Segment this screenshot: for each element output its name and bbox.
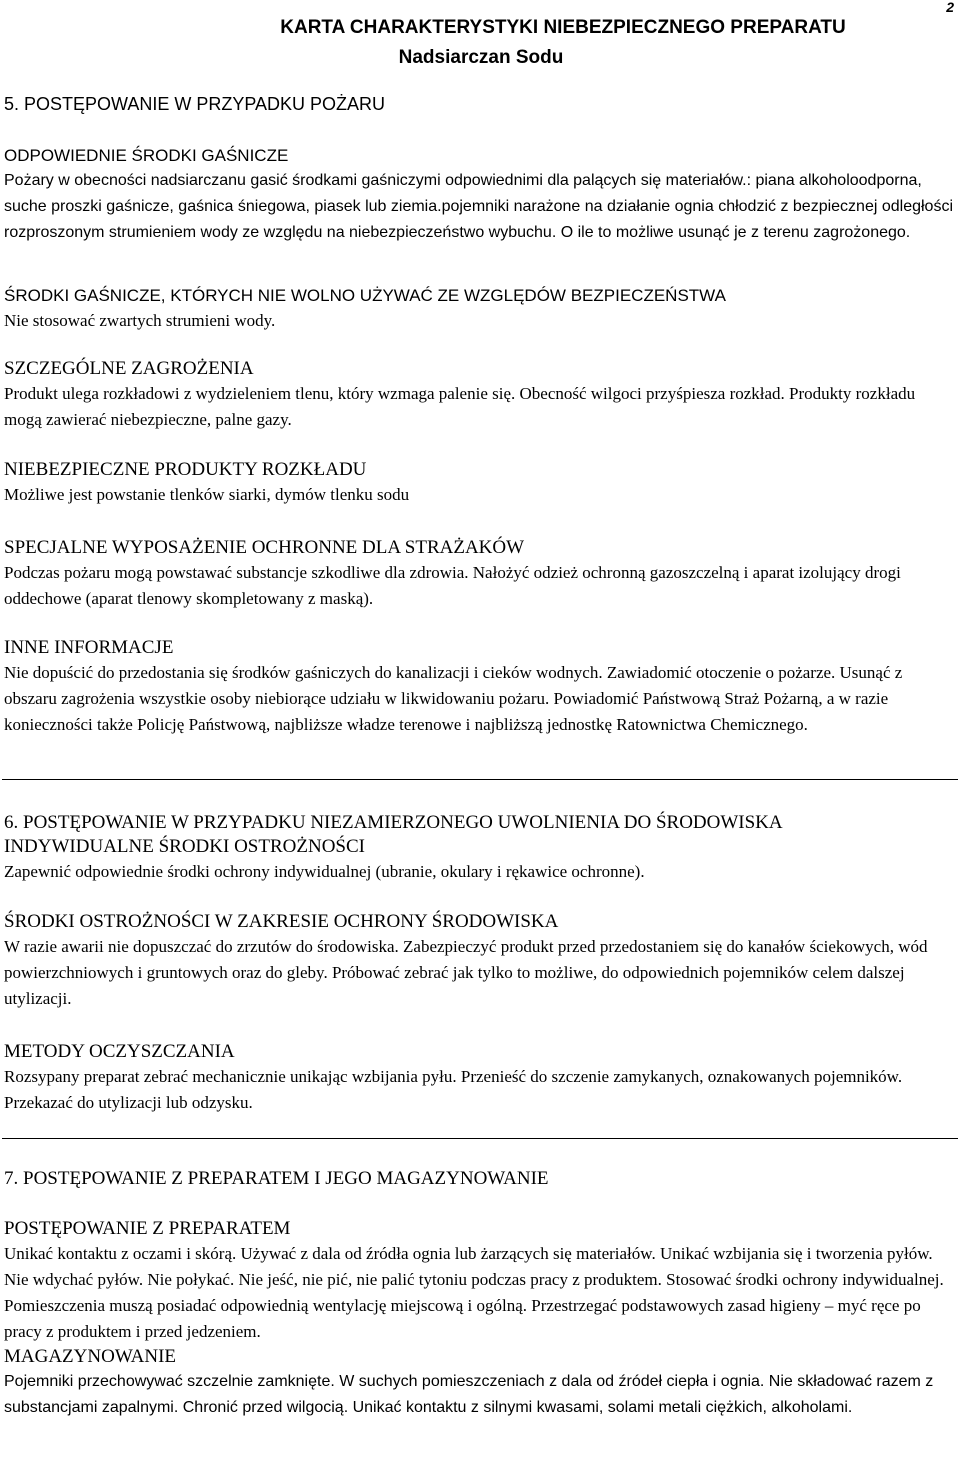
extinguishing-media (4, 144, 956, 246)
storage-text: Pojemniki przechowywać szczelnie zamknięte. W suchych pomieszczeniach z dala od źródeł ciepła i ognia. Nie składować razem z substancjami zapalnymi. Chronić przed wilgocią. Unikać kontaktu z silnymi kwasami, solami metali ciężkich, alkoholami. (4, 1373, 934, 1416)
handling (4, 1217, 956, 1421)
product-name: Nadsiarczan Sodu (398, 47, 564, 68)
handling-text: Unikać kontaktu z oczami i skórą. Używać z dala od źródła ognia lub żarzących się materiałów. Unikać wzbijania się i tworzenia pyłów. Nie wdychać pyłów. Nie połykać. Nie jeść, nie pić, nie palić tytoniu podczas pracy z produktem. Stosować środki ochrony indywidualnej. Pomieszczenia muszą posiadać odpowiednią wentylację miejscową i ogólną. Przestrzegać podstawowych zasad higieny – myć ręce po pracy z produktem i przed jedzeniem. (4, 1244, 944, 1341)
firefighter-equipment (4, 536, 956, 612)
environmental-precautions (4, 910, 956, 1012)
section-5-title: 5. POSTĘPOWANIE W PRZYPADKU POŻARU (4, 94, 386, 114)
environmental-precautions-heading: ŚRODKI OSTROŻNOŚCI W ZAKRESIE OCHRONY ŚRODOWISKA (4, 911, 559, 932)
personal-precautions-heading: INDYWIDUALNE ŚRODKI OSTROŻNOŚCI (4, 836, 365, 857)
firefighter-equipment-heading: SPECJALNE WYPOSAŻENIE OCHRONNE DLA STRAŻAKÓW (4, 537, 525, 558)
storage-heading: MAGAZYNOWANIE (4, 1346, 177, 1367)
forbidden-media-heading: ŚRODKI GAŚNICZE, KTÓRYCH NIE WOLNO UŻYWAĆ ZE WZGLĘDÓW BEZPIECZEŃSTWA (4, 286, 726, 305)
decomposition-products (4, 458, 956, 508)
forbidden-media-text: Nie stosować zwartych strumieni wody. (4, 311, 276, 330)
section-divider (2, 779, 958, 780)
environmental-precautions-text: W razie awarii nie dopuszczać do zrzutów do środowiska. Zabezpieczyć produkt przed przedostaniem się do kanałów ściekowych, wód powierzchniowych i gruntowych oraz do gleby. Próbować zebrać jak tylko to możliwe, do odpowiednich pojemników celem dalszej utylizacji. (4, 937, 928, 1008)
extinguishing-media-text: Pożary w obecności nadsiarczanu gasić środkami gaśniczymi odpowiednimi dla palących się materiałów.: piana alkoholoodporna, suche proszki gaśnicze, gaśnica śniegowa, piasek lub ziemia.pojemniki narażone na działanie ognia chłodzić z bezpiecznej odległości rozproszonym strumieniem wody ze względu na niebezpieczeństwo wybuchu. O ile to możliwe usunąć je z terenu zagrożonego. (4, 172, 953, 241)
other-information-text: Nie dopuścić do przedostania się środków gaśniczych do kanalizacji i cieków wodnych. Zawiadomić otoczenie o pożarze. Usunąć z obszaru zagrożenia wszystkie osoby niebiorące udziału w likwidowaniu pożaru. Powiadomić Państwową Straż Pożarną, a w razie konieczności także Policję Państwową, najbliższe władze terenowe i najbliższą jednostkę Ratownictwa Chemicznego. (4, 663, 903, 734)
document-title: KARTA CHARAKTERYSTYKI NIEBEZPIECZNEGO PREPARATU (280, 17, 846, 38)
personal-precautions-text: Zapewnić odpowiednie środki ochrony indywidualnej (ubranie, okulary i rękawice ochronne). (4, 862, 645, 881)
cleaning-methods-heading: METODY OCZYSZCZANIA (4, 1041, 235, 1062)
other-information-heading: INNE INFORMACJE (4, 637, 174, 658)
forbidden-media (4, 284, 956, 334)
special-hazards-text: Produkt ulega rozkładowi z wydzieleniem tlenu, który wzmaga palenie się. Obecność wilgoci przyśpiesza rozkład. Produkty rozkładu mogą zawierać niebezpieczne, palne gazy. (4, 384, 916, 429)
section-6-title: 6. POSTĘPOWANIE W PRZYPADKU NIEZAMIERZONEGO UWOLNIENIA DO ŚRODOWISKA (4, 812, 783, 833)
section-6 (4, 811, 956, 885)
special-hazards (4, 357, 956, 433)
firefighter-equipment-text: Podczas pożaru mogą powstawać substancje szkodliwe dla zdrowia. Nałożyć odzież ochronną gazoszczelną i aparat izolujący drogi oddechowe (aparat tlenowy skompletowany z maską). (4, 563, 901, 608)
other-information (4, 636, 956, 738)
cleaning-methods (4, 1040, 956, 1116)
cleaning-methods-text: Rozsypany preparat zebrać mechanicznie unikając wzbijania pyłu. Przenieść do szczenie zamykanych, oznakowanych pojemników. Przekazać do utylizacji lub odzysku. (4, 1067, 903, 1112)
special-hazards-heading: SZCZEGÓLNE ZAGROŻENIA (4, 358, 254, 379)
extinguishing-media-heading: ODPOWIEDNIE ŚRODKI GAŚNICZE (4, 146, 289, 165)
section-divider (2, 1138, 958, 1139)
decomposition-products-text: Możliwe jest powstanie tlenków siarki, dymów tlenku sodu (4, 485, 410, 504)
handling-heading: POSTĘPOWANIE Z PREPARATEM (4, 1218, 291, 1239)
section-7-title: 7. POSTĘPOWANIE Z PREPARATEM I JEGO MAGAZYNOWANIE (4, 1168, 549, 1189)
decomposition-products-heading: NIEBEZPIECZNE PRODUKTY ROZKŁADU (4, 459, 367, 480)
page-number: 2 (946, 0, 954, 15)
